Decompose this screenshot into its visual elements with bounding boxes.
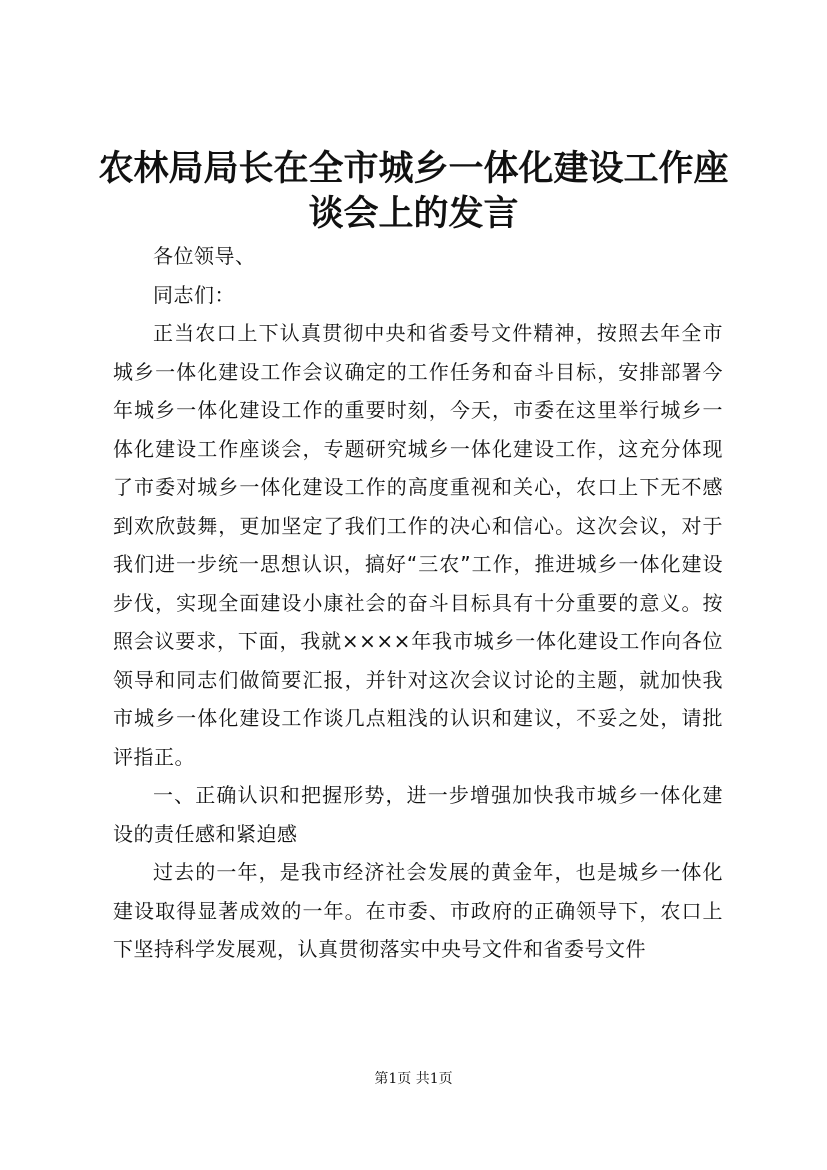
body-paragraph: 正当农口上下认真贯彻中央和省委号文件精神，按照去年全市城乡一体化建设工作会议确定的工作任务和奋斗目标，安排部署今年城乡一体化建设工作的重要时刻，今天，市委在这里举行城乡一体化建设工作座谈会，专题研究城乡一体化建设工作，这充分体现了市委对城乡一体化建设工作的高度重视和关心，农口上下无不感到欢欣鼓舞，更加坚定了我们工作的决心和信心。这次会议，对于我们进一步统一思想认识，搞好“三农”工作，推进城乡一体化建设步伐，实现全面建设小康社会的奋斗目标具有十分重要的意义。按照会议要求，下面，我就××××年我市城乡一体化建设工作向各位领导和同志们做简要汇报，并针对这次会议讨论的主题，就加快我市城乡一体化建设工作谈几点粗浅的认识和建议，不妥之处，请批评指正。 — [113, 321, 723, 769]
section-heading: 一、正确认识和把握形势，进一步增强加快我市城乡一体化建设的责任感和紧迫感 — [113, 783, 723, 846]
body-paragraph: 过去的一年，是我市经济社会发展的黄金年，也是城乡一体化建设取得显著成效的一年。在市委、市政府的正确领导下，农口上下坚持科学发展观，认真贯彻落实中央号文件和省委号文件 — [113, 860, 723, 961]
salutation-comrades: 同志们： — [153, 282, 235, 307]
document-title: 农林局局长在全市城乡一体化建设工作座谈会上的发言 — [98, 148, 729, 234]
salutation-leaders: 各位领导、 — [153, 244, 256, 268]
document-body — [113, 237, 723, 969]
page-footer: 第1页 共1页 — [374, 1071, 453, 1087]
